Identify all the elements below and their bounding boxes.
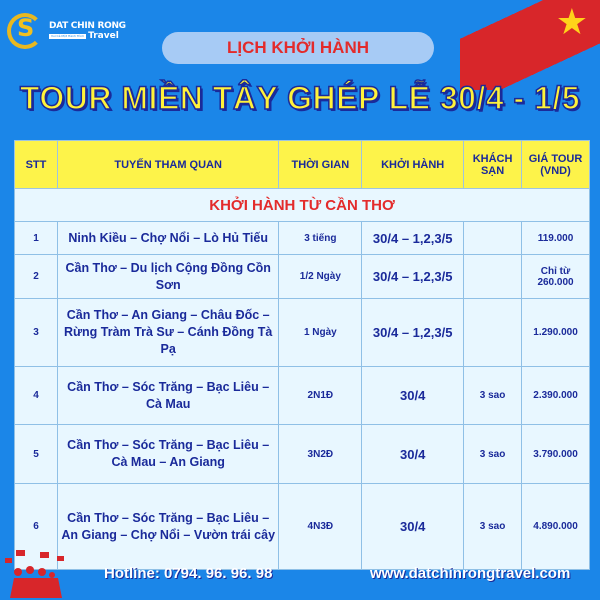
cell-time: 2N1Đ [279, 367, 362, 425]
column-header: TUYẾN THAM QUAN [57, 141, 278, 189]
cell-route: Cần Thơ – An Giang – Châu Đốc – Rừng Tràm Trà Sư – Cánh Đồng Tà Pạ [57, 299, 278, 367]
cell-stt: 6 [15, 484, 58, 570]
cell-price: 2.390.000 [522, 367, 590, 425]
table-row [15, 367, 590, 425]
column-header: THỜI GIAN [279, 141, 362, 189]
cell-time: 3 tiếng [279, 222, 362, 255]
cell-price: 3.790.000 [522, 425, 590, 484]
cell-time: 3N2Đ [279, 425, 362, 484]
brand-logo [7, 10, 132, 52]
logo-name: DAT CHIN RONG [49, 20, 126, 31]
cell-departure: 30/4 [362, 484, 464, 570]
cell-route: Cần Thơ – Sóc Trăng – Bạc Liêu – An Giang – Chợ Nổi – Vườn trái cây [57, 484, 278, 570]
cell-hotel: 3 sao [464, 367, 522, 425]
cell-price: 119.000 [522, 222, 590, 255]
dragon-logo-icon [7, 13, 43, 49]
cell-hotel: 3 sao [464, 484, 522, 570]
cell-hotel: 3 sao [464, 425, 522, 484]
cell-hotel [464, 255, 522, 299]
cell-stt: 4 [15, 367, 58, 425]
hotline[interactable]: Hotline: 0794. 96. 96. 98 [104, 565, 273, 582]
cell-price: 4.890.000 [522, 484, 590, 570]
cell-stt: 1 [15, 222, 58, 255]
logo-travel: Travel [88, 30, 119, 41]
cell-time: 4N3Đ [279, 484, 362, 570]
cell-departure: 30/4 [362, 367, 464, 425]
cell-route: Cần Thơ – Sóc Trăng – Bạc Liêu – Cà Mau – An Giang [57, 425, 278, 484]
column-header: KHÁCH SẠN [464, 141, 522, 189]
logo-tagline: Vui Cả Một Hành Trình [51, 33, 85, 38]
cell-price: Chỉ từ 260.000 [522, 255, 590, 299]
cell-time: 1 Ngày [279, 299, 362, 367]
celebrating-crowd-icon [2, 548, 64, 600]
tour-table [14, 140, 590, 570]
cell-departure: 30/4 – 1,2,3/5 [362, 255, 464, 299]
cell-price: 1.290.000 [522, 299, 590, 367]
cell-departure: 30/4 – 1,2,3/5 [362, 222, 464, 255]
star-icon: ★ [555, 2, 588, 43]
cell-departure: 30/4 [362, 425, 464, 484]
website-link[interactable]: www.datchinrongtravel.com [370, 565, 571, 582]
column-header: STT [15, 141, 58, 189]
column-header: GIÁ TOUR (VND) [522, 141, 590, 189]
table-row [15, 425, 590, 484]
cell-departure: 30/4 – 1,2,3/5 [362, 299, 464, 367]
cell-route: Cần Thơ – Sóc Trăng – Bạc Liêu – Cà Mau [57, 367, 278, 425]
table-row [15, 222, 590, 255]
table-row [15, 299, 590, 367]
cell-hotel [464, 299, 522, 367]
table-row [15, 484, 590, 570]
cell-stt: 5 [15, 425, 58, 484]
cell-stt: 2 [15, 255, 58, 299]
page-title: TOUR MIỀN TÂY GHÉP LỄ 30/4 - 1/5 [19, 80, 581, 116]
table-row [15, 255, 590, 299]
cell-route: Cần Thơ – Du lịch Cộng Đồng Cồn Sơn [57, 255, 278, 299]
column-header: KHỞI HÀNH [362, 141, 464, 189]
section-heading: KHỞI HÀNH TỪ CẦN THƠ [15, 189, 590, 222]
cell-hotel [464, 222, 522, 255]
cell-stt: 3 [15, 299, 58, 367]
cell-route: Ninh Kiều – Chợ Nổi – Lò Hủ Tiếu [57, 222, 278, 255]
cell-time: 1/2 Ngày [279, 255, 362, 299]
schedule-label: LỊCH KHỞI HÀNH [162, 32, 434, 64]
